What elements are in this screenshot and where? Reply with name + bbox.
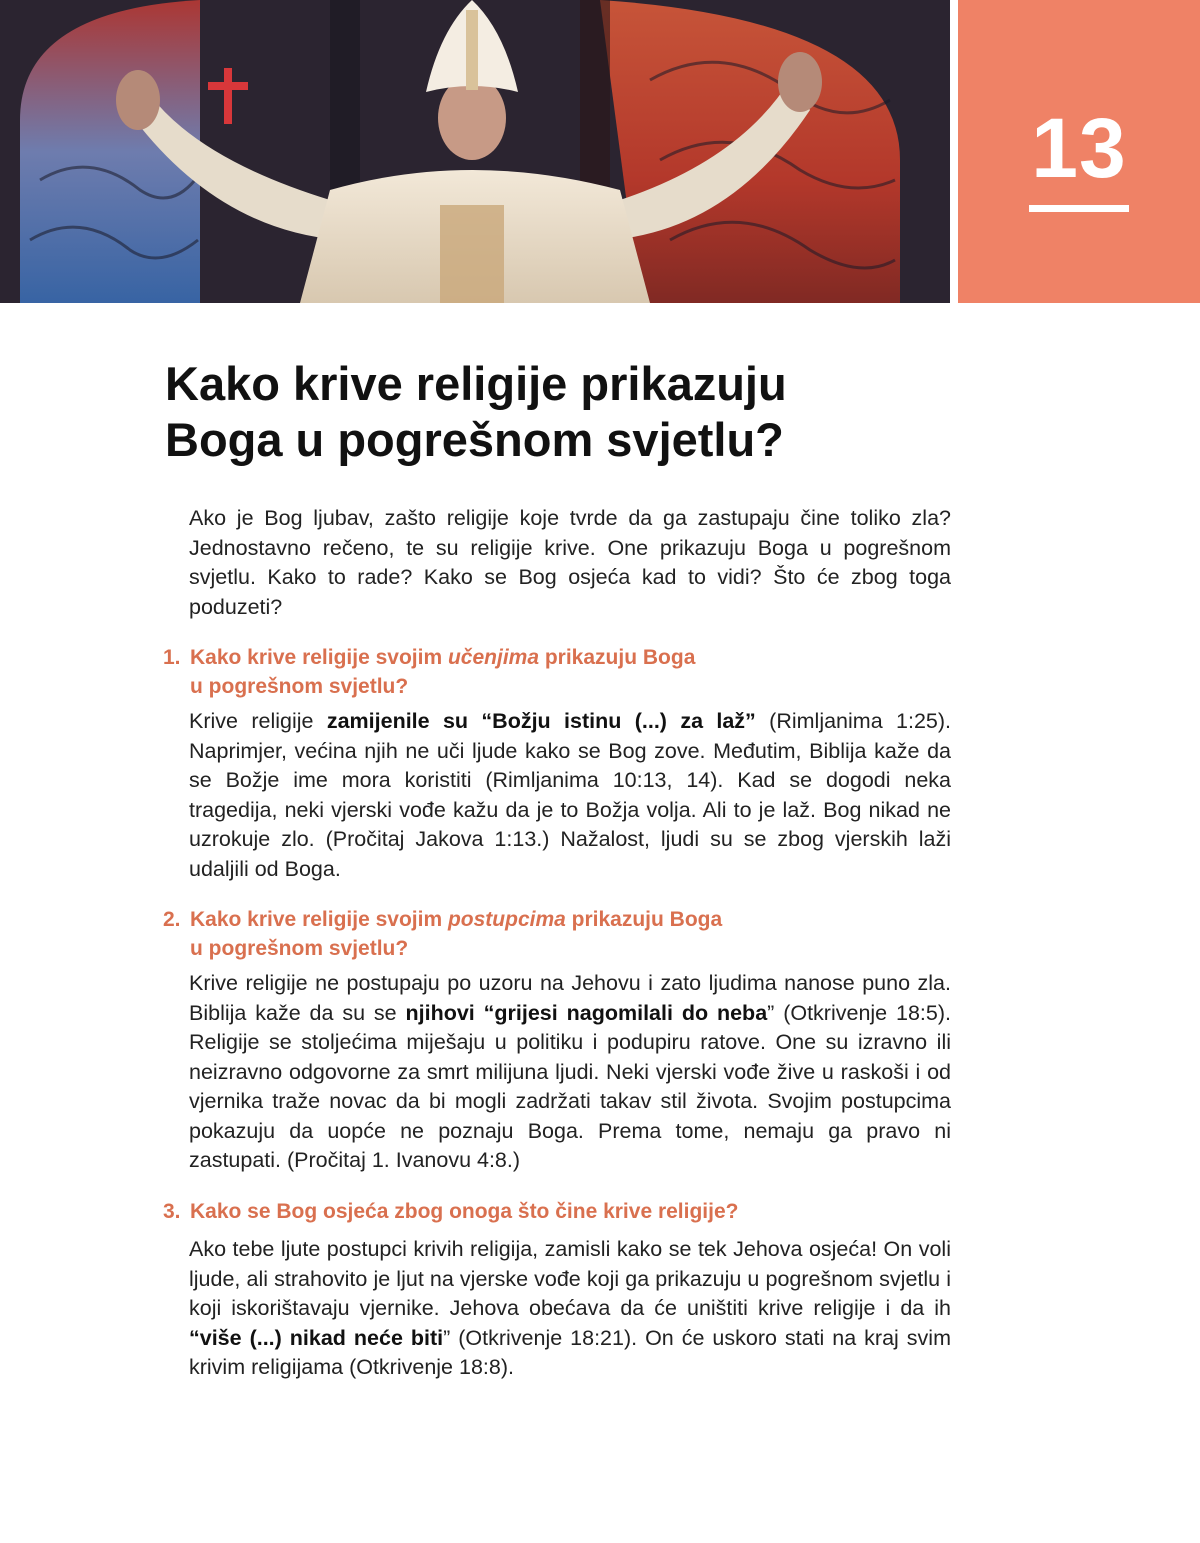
- chapter-underline: [1029, 205, 1129, 212]
- question-emphasis: učenjima: [447, 646, 540, 669]
- left-hand: [116, 70, 160, 130]
- answer-text: (Rimljanima 1:25). Naprimjer, većina njih ne uči ljude kako se Bog zove. Međutim, Biblija kaže da se Božje ime mora koristiti (Rimljanima 10:13, 14). Kad se dogodi neka tragedija, neki vjerski vođe kažu da je to Božja volja. Ali to je laž. Bog nikad ne uzrokuje zlo. (Pročitaj Jakova 1:13.) Nažalost, ljudi su se zbog vjerskih laži udaljili od Boga.: [189, 709, 951, 881]
- answer-text: Ako tebe ljute postupci krivih religija, zamisli kako se tek Jehova osjeća! On voli ljude, ali strahovito je ljut na vjerske vođe koji ga prikazuju u pogrešnom svjetlu i koji iskorištavaju vjernike. Jehova obećava da će uništiti krive religije i da ih: [189, 1237, 951, 1320]
- question-text: Kako krive religije svojim: [190, 908, 448, 931]
- question-number: 2.: [163, 908, 181, 931]
- answer-1: [189, 707, 951, 884]
- question-number: 3.: [163, 1200, 181, 1223]
- question-2: [163, 906, 963, 963]
- answer-bold: “više (...) nikad neće biti: [189, 1325, 444, 1350]
- question-emphasis: postupcima: [447, 908, 566, 931]
- answer-2: [189, 969, 951, 1176]
- answer-3: [189, 1235, 951, 1383]
- title-line-1: Kako krive religije prikazuju: [165, 357, 787, 410]
- question-1: [163, 644, 963, 701]
- answer-text: ” (Otkrivenje 18:5). Religije se stoljećima miješaju u politiku i podupiru ratove. One su izravno ili neizravno odgovorne za smrt milijuna ljudi. Neki vjerski vođe žive u raskoši i od vjernika traže novac da bi mogli zadržati takav stil života. Svojim postupcima pokazuju da uopće ne poznaju Boga. Prema tome, nemaju ga pravo ni zastupati. (Pročitaj 1. Ivanovu 4:8.): [189, 1000, 951, 1172]
- question-text: Kako krive religije svojim: [190, 646, 448, 669]
- title-line-2: Boga u pogrešnom svjetlu?: [165, 413, 784, 466]
- answer-text: ” (Otkrivenje 18:21). On će uskoro stati na kraj svim krivim religijama (Otkrivenje 18:8).: [189, 1325, 951, 1379]
- question-text: prikazuju Boga: [539, 646, 696, 669]
- answer-text: Krive religije ne postupaju po uzoru na Jehovu i zato ljudima nanose puno zla. Biblija kaže da su se: [189, 971, 951, 1025]
- question-text-line-2: u pogrešnom svjetlu?: [190, 936, 409, 960]
- question-text: prikazuju Boga: [565, 908, 723, 931]
- question-3: [163, 1198, 963, 1227]
- mitre-band: [466, 10, 478, 90]
- intro-paragraph: Ako je Bog ljubav, zašto religije koje tvrde da ga zastupaju čine toliko zla? Jednostavno rečeno, te su religije krive. One prikazuju Boga u pogrešnom svjetlu. Kako to rade? Kako se Bog osjeća kad to vidi? Što će zbog toga poduzeti?: [189, 506, 951, 619]
- question-text: Kako se Bog osjeća zbog onoga što čine krive religije?: [190, 1200, 739, 1223]
- answer-text: Krive religije: [189, 709, 327, 733]
- question-text-line-2: u pogrešnom svjetlu?: [190, 674, 409, 698]
- chapter-box: [958, 0, 1200, 303]
- chapter-number: 13: [1031, 101, 1127, 195]
- hero-image: [0, 0, 950, 303]
- question-number: 1.: [163, 646, 181, 669]
- stole: [440, 205, 504, 303]
- right-hand: [778, 52, 822, 112]
- cathedral-priest-illustration: [0, 0, 950, 303]
- answer-bold: zamijenile su “Božju istinu (...) za laž”: [326, 709, 756, 733]
- page-title: [165, 356, 965, 468]
- answer-bold: njihovi “grijesi nagomilali do neba: [405, 1000, 768, 1025]
